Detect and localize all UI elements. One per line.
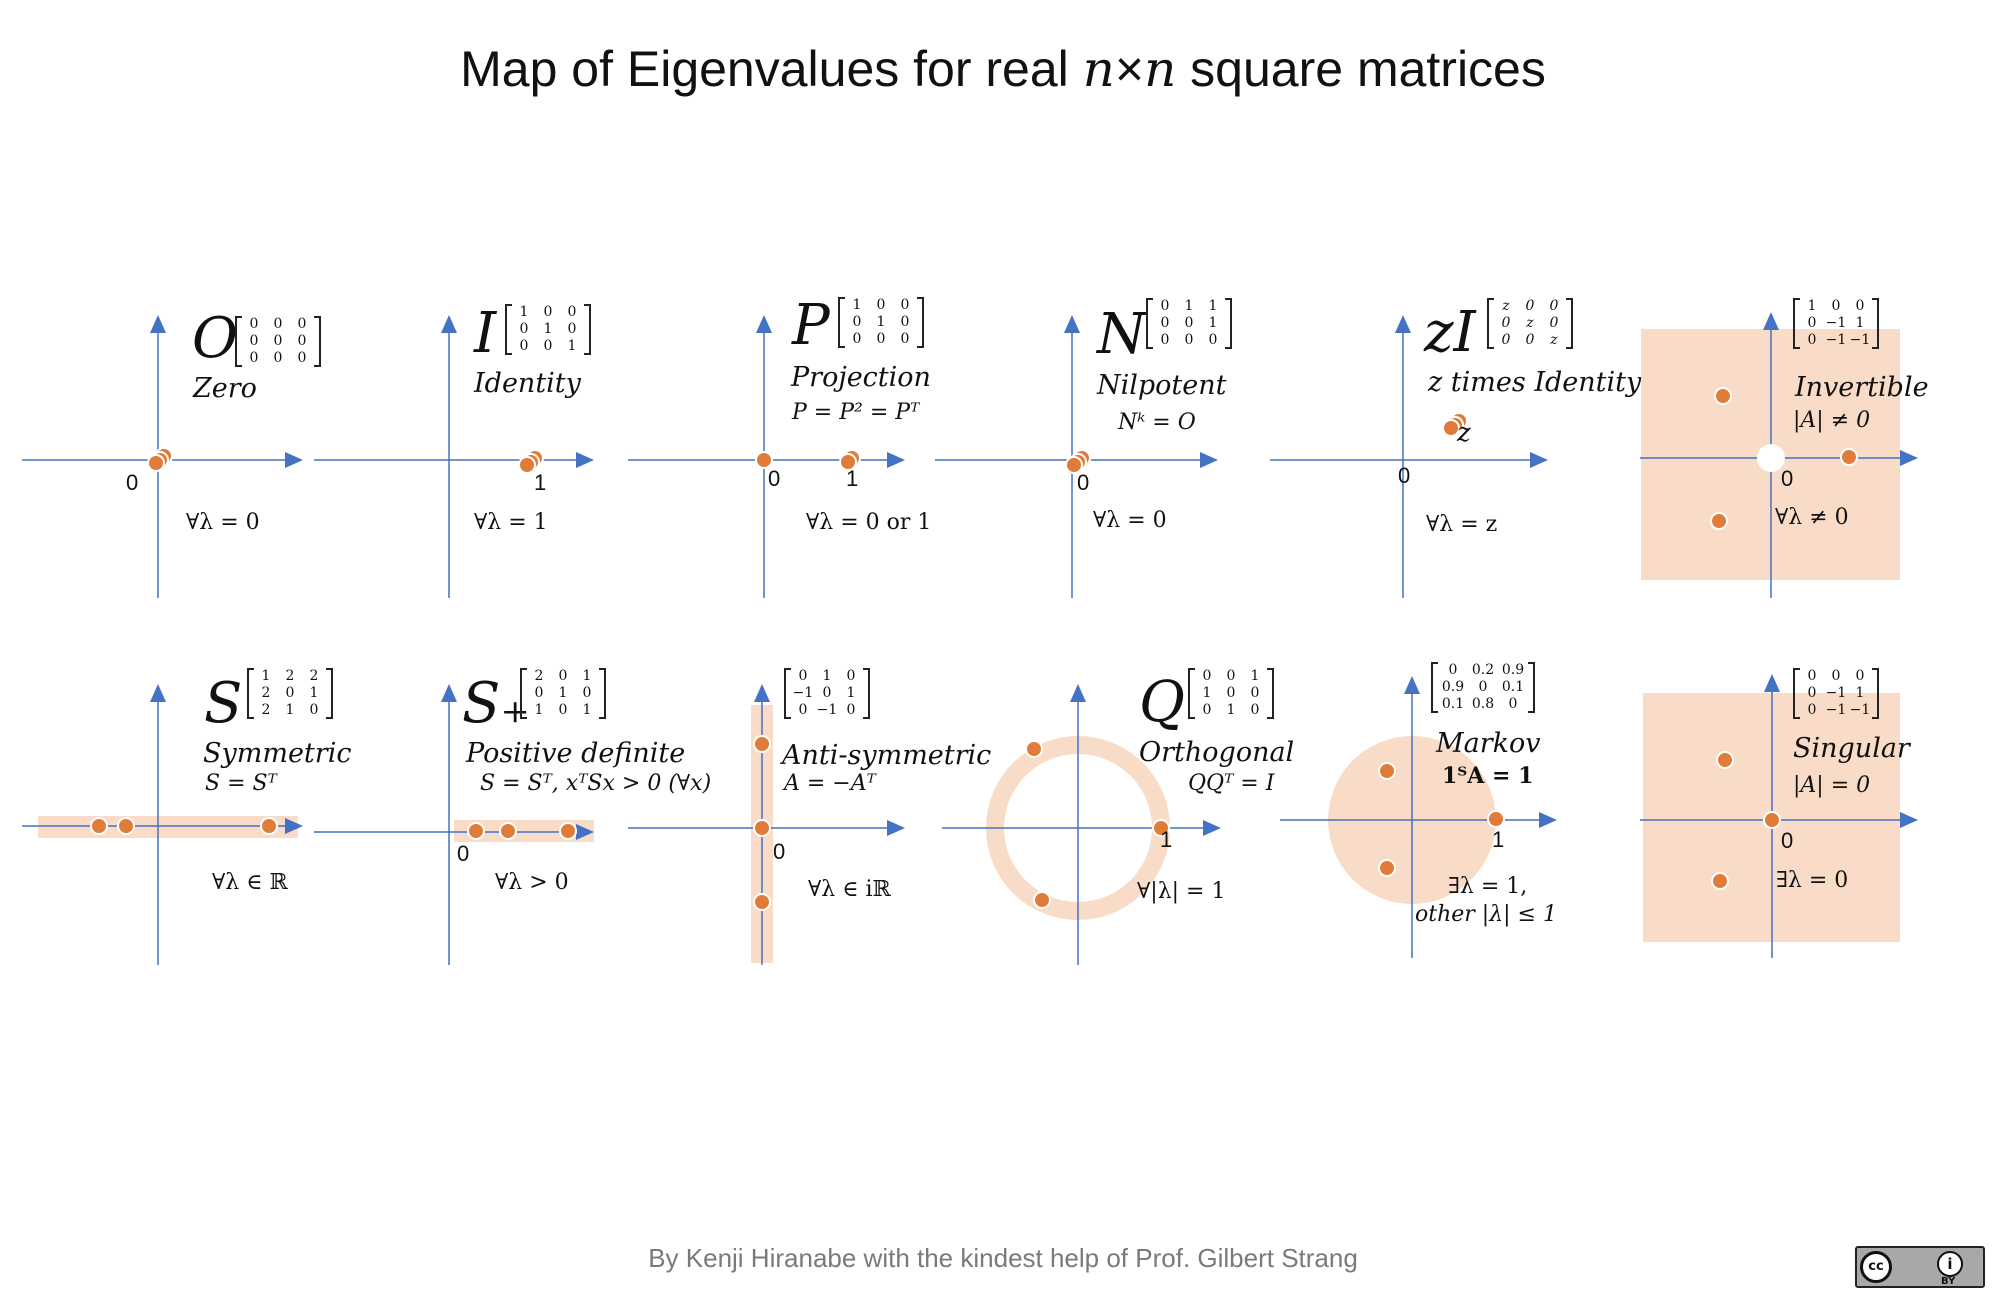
matrix-entry: 0 [249,350,259,366]
matrix-entry: 0 [1855,668,1865,684]
markov-quantifier: ∃λ = 1, [1448,874,1528,899]
matrix-entry: 0 [534,685,544,701]
projection-name: Projection [791,362,931,393]
invertible-quantifier: ∀λ ≠ 0 [1775,505,1849,530]
credit-footer: By Kenji Hiranabe with the kindest help of Prof. Gilbert Strang [648,1243,1358,1273]
identity-tick: 1 [534,470,547,495]
matrix-entry: 2 [261,702,271,718]
matrix-entry: 0 [249,316,259,332]
matrix-entry: 0 [273,333,283,349]
matrix-entry: 0 [297,316,307,332]
zero-name: Zero [193,373,257,404]
matrix-entry: 1 [309,685,319,701]
matrix-entry: 1 [534,702,544,718]
matrix-entry: 0 [876,331,886,347]
matrix-entry: 0 [1831,298,1841,314]
matrix-entry: 0 [798,668,808,684]
title-n1: n [1082,40,1115,98]
matrix-entry: 0 [846,668,856,684]
matrix-entry: 1 [1855,685,1865,701]
matrix-entry: 0 [1202,702,1212,718]
matrix-entry: 0.8 [1471,696,1495,712]
matrix-entry: 1 [1202,685,1212,701]
matrix-entry: −1 [816,702,838,718]
title-suffix: square matrices [1176,41,1546,97]
matrix-entry: 2 [534,668,544,684]
title-n2: n [1144,40,1177,98]
matrix-entry: 0 [273,350,283,366]
zero-letter: O [192,306,238,371]
matrix-entry: 1 [261,668,271,684]
matrix-entry: 0 [285,685,295,701]
zero-tick: 0 [126,470,139,495]
matrix-entry: 0 [1501,332,1511,348]
invertible-definition: |A| ≠ 0 [1793,408,1871,433]
singular-eigenvalue [1712,873,1728,889]
identity-name: Identity [474,368,581,399]
matrix-entry: 0 [1501,315,1511,331]
matrix-entry: 0 [1184,332,1194,348]
matrix-entry: 0.1 [1501,679,1525,695]
matrix-entry: 1 [1208,315,1218,331]
matrix-entry: 0 [567,304,577,320]
matrix-entry: 0 [1160,315,1170,331]
matrix-entry: 0 [1448,662,1458,678]
matrix-entry: 0 [846,702,856,718]
matrix-entry: −1 [1849,332,1871,348]
symmetric-quantifier: ∀λ ∈ ℝ [212,870,288,895]
matrix-entry: 1 [1184,298,1194,314]
nilpotent-quantifier: ∀λ = 0 [1093,508,1167,533]
matrix-entry: −1 [1849,702,1871,718]
symmetric-name: Symmetric [203,738,352,769]
projection-tick-0: 0 [768,466,781,491]
matrix-entry: 1 [1226,702,1236,718]
cc-icon: cc [1860,1251,1892,1283]
orthogonal-definition: QQᵀ = I [1188,771,1275,796]
matrix-entry: 0 [1226,685,1236,701]
matrix-entry: z [1502,298,1510,314]
anti-symmetric-quantifier: ∀λ ∈ iℝ [808,877,891,902]
matrix-entry: −1 [1825,685,1847,701]
matrix-entry: 0 [582,685,592,701]
orthogonal-name: Orthogonal [1139,737,1295,768]
matrix-entry: 0 [852,314,862,330]
z-identity-letter: zI [1424,300,1476,365]
orthogonal-quantifier: ∀|λ| = 1 [1137,879,1226,904]
matrix-entry: 0 [519,321,529,337]
cc-by-label: BY [1941,1276,1956,1287]
invertible-name: Invertible [1795,372,1929,403]
matrix-entry: 0 [900,331,910,347]
positive-definite-quantifier: ∀λ > 0 [495,870,569,895]
matrix-entry: 1 [846,685,856,701]
matrix-entry: 0 [1807,668,1817,684]
matrix-entry: 0 [543,304,553,320]
anti-symmetric-definition: A = −Aᵀ [784,771,876,796]
singular-tick: 0 [1781,828,1794,853]
matrix-entry: −1 [1825,702,1847,718]
matrix-entry: 2 [261,685,271,701]
matrix-entry: 0 [1160,298,1170,314]
matrix-entry: 0.9 [1501,662,1525,678]
matrix-entry: 0 [1250,685,1260,701]
nilpotent-letter: N [1097,302,1146,367]
positive-definite-letter: S₊ [462,671,530,736]
singular-eigenvalue [1717,752,1733,768]
identity-quantifier: ∀λ = 1 [474,510,548,535]
matrix-entry: 0 [1508,696,1518,712]
matrix-entry: 1 [876,314,886,330]
matrix-entry: 0 [309,702,319,718]
matrix-entry: 0 [1549,315,1559,331]
matrix-entry: 0 [273,316,283,332]
matrix-entry: 0 [1202,668,1212,684]
matrix-entry: 1 [1208,298,1218,314]
markov-definition: 𝟏ᵀA = 𝟏 [1442,763,1534,789]
matrix-entry: 0 [1549,298,1559,314]
anti-symmetric-tick: 0 [773,839,786,864]
matrix-entry: 1 [1250,668,1260,684]
matrix-entry: 0 [822,685,832,701]
matrix-entry: 0 [1184,315,1194,331]
matrix-entry: 2 [309,668,319,684]
matrix-entry: −1 [792,685,814,701]
orthogonal-letter: Q [1139,670,1185,735]
singular-eigenvalue-zero [1764,812,1780,828]
nilpotent-tick: 0 [1077,470,1090,495]
matrix-entry: 0 [297,333,307,349]
matrix-entry: 0 [1855,298,1865,314]
matrix-entry: 0 [1208,332,1218,348]
matrix-entry: −1 [1825,332,1847,348]
matrix-entry: 0 [297,350,307,366]
matrix-entry: 0 [1478,679,1488,695]
matrix-entry: 0 [558,668,568,684]
matrix-entry: 0 [1226,668,1236,684]
matrix-entry: 0 [876,297,886,313]
singular-name: Singular [1793,733,1910,764]
attribution-person-icon: i [1937,1251,1963,1277]
title-prefix: Map of Eigenvalues for real [460,41,1083,97]
singular-matrix [1793,668,1879,719]
imag-axis-arrow [1764,674,1780,692]
markov-name: Markov [1436,728,1541,759]
matrix-entry: 0 [249,333,259,349]
matrix-entry: 0 [1525,298,1535,314]
symmetric-letter: S [204,671,243,736]
matrix-entry: 0 [558,702,568,718]
matrix-entry: 0 [1807,702,1817,718]
matrix-entry: z [1550,332,1558,348]
matrix-entry: 0 [852,331,862,347]
symmetric-definition: S = Sᵀ [205,771,277,796]
matrix-entry: 0 [1807,332,1817,348]
markov-quantifier-2: other |λ| ≤ 1 [1415,902,1557,927]
matrix-entry: 0 [900,297,910,313]
matrix-entry: 1 [582,668,592,684]
matrix-entry: 0.9 [1441,679,1465,695]
matrix-entry: −1 [1825,315,1847,331]
z-identity-name: z times Identity [1428,367,1642,398]
projection-tick-1: 1 [846,466,859,491]
matrix-entry: 1 [519,304,529,320]
matrix-entry: 1 [822,668,832,684]
matrix-entry: 1 [1855,315,1865,331]
matrix-entry: 0 [567,321,577,337]
positive-definite-tick: 0 [457,841,470,866]
anti-symmetric-name: Anti-symmetric [782,740,992,771]
projection-quantifier: ∀λ = 0 or 1 [806,510,932,535]
matrix-entry: 0 [1807,315,1817,331]
matrix-entry: 0 [543,338,553,354]
matrix-entry: 1 [852,297,862,313]
z-identity-tick: 0 [1398,463,1411,488]
matrix-entry: 0 [1525,332,1535,348]
matrix-entry: z [1526,315,1534,331]
real-axis-arrow [1900,812,1918,828]
singular-definition: |A| = 0 [1793,773,1871,798]
nilpotent-name: Nilpotent [1097,370,1227,401]
matrix-entry: 0 [1160,332,1170,348]
matrix-entry: 1 [567,338,577,354]
z-point-label: z [1457,418,1471,448]
invertible-tick: 0 [1781,466,1794,491]
orthogonal-tick: 1 [1160,827,1173,852]
matrix-entry: 0 [1807,685,1817,701]
projection-letter: P [792,293,830,358]
matrix-entry: 1 [1807,298,1817,314]
matrix-entry: 0 [900,314,910,330]
matrix-entry: 0 [798,702,808,718]
projection-definition: P = P² = Pᵀ [792,400,920,425]
matrix-entry: 1 [543,321,553,337]
matrix-entry: 1 [285,702,295,718]
nilpotent-definition: Nᵏ = O [1118,410,1196,435]
matrix-entry: 0.2 [1471,662,1495,678]
z-identity-quantifier: ∀λ = z [1426,512,1498,537]
positive-definite-name: Positive definite [466,738,686,769]
zero-quantifier: ∀λ = 0 [186,510,260,535]
matrix-entry: 2 [285,668,295,684]
matrix-entry: 0 [1831,668,1841,684]
matrix-entry: 0 [519,338,529,354]
cc-license-badge[interactable] [1855,1246,1985,1288]
matrix-entry: 1 [558,685,568,701]
matrix-entry: 1 [582,702,592,718]
markov-tick: 1 [1492,827,1505,852]
identity-letter: I [474,301,497,366]
matrix-entry: 0.1 [1441,696,1465,712]
title-times: × [1114,41,1145,97]
positive-definite-definition: S = Sᵀ, xᵀSx > 0 (∀x) [480,771,712,796]
matrix-entry: 0 [1250,702,1260,718]
singular-quantifier: ∃λ = 0 [1776,868,1849,893]
